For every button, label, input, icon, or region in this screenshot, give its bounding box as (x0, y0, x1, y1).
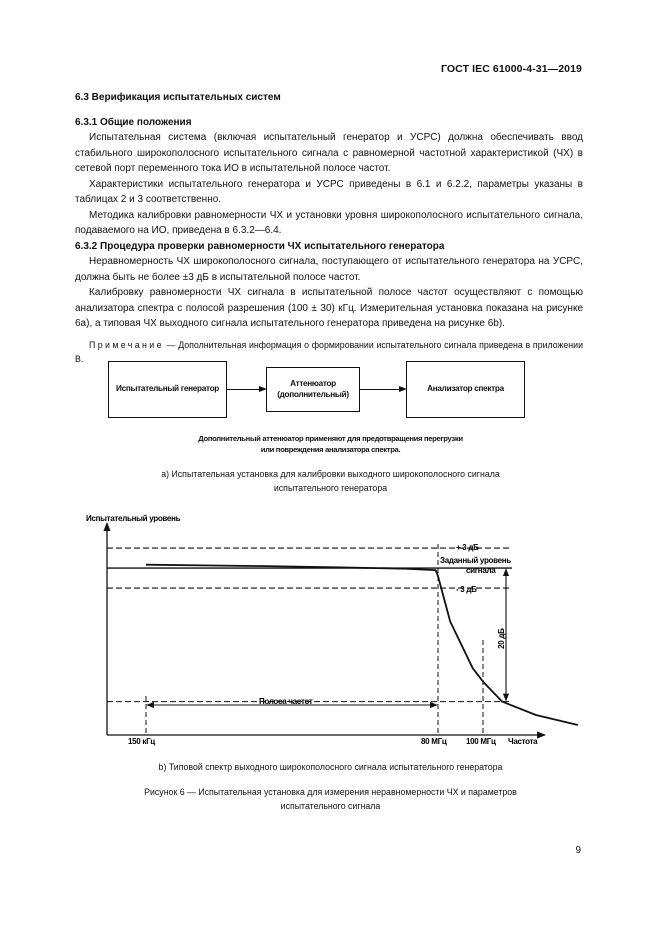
tick-label-1: 80 МГц (421, 737, 447, 746)
tick-label-0: 150 кГц (128, 737, 155, 746)
spectrum-analyzer-label: Анализатор спектра (427, 384, 504, 394)
diagram-note (0, 434, 661, 455)
test-generator-box (108, 361, 227, 418)
figure-6b-caption-text: b) Типовой спектр выходного широкополосного сигнала испытательного генератора (158, 762, 503, 772)
paragraph-6-3-2-1: Неравномерность ЧХ широкополосного сигнала, поступающего от испытательного генератора на УСРС, должна быть не более ±3 дБ в испытательной полосе частот. (75, 256, 583, 283)
section-title: 6.3 Верификация испытательных систем (75, 92, 281, 103)
attenuator-box (266, 367, 360, 412)
arrow-head-2 (399, 386, 407, 392)
figure-6a-caption-line1: а) Испытательная установка для калибровки выходного широкополосного сигнала (161, 469, 500, 479)
note-text: — Дополнительная информация о формировании испытательного сигнала приведена в приложении В. (75, 339, 583, 364)
label-set-level-line2: сигнала (466, 566, 496, 576)
band-label: Полоса частот (259, 697, 313, 706)
paragraph-6-3-1-1: Испытательная система (включая испытательный генератор и УСРС) должна обеспечивать ввод стабильного широкополосного испытательного сигнала с равномерной частотной характеристикой (ЧХ) в сетевой порт переменного тока ИО в испытательной полосе частот. (75, 132, 583, 174)
spectrum-analyzer-box (406, 361, 525, 418)
arrow-attenuator-to-analyzer (360, 389, 399, 390)
page-header: ГОСТ IEC 61000-4-31—2019 (440, 63, 582, 75)
arrow-generator-to-attenuator (227, 389, 259, 390)
arrow-head-1 (259, 386, 267, 392)
y-axis-label: Испытательный уровень (86, 514, 181, 523)
page-number: 9 (575, 845, 581, 856)
attenuator-label: Аттенюатор (дополнительный) (277, 379, 349, 399)
test-generator-label: Испытательный генератор (115, 384, 219, 394)
diagram-note-line1: Дополнительный аттенюатор применяют для предотвращения перегрузки (198, 434, 463, 443)
diagram-note-line2: или повреждения анализатора спектра. (260, 444, 401, 454)
figure-6-caption (0, 786, 661, 813)
paragraph-6-3-1-2: Характеристики испытательного генератора и УСРС приведены в 6.1 и 6.2.2, параметры указаны в таблицах 2 и 3 соответственно. (75, 178, 583, 205)
label-set-level-line1: Заданный уровень (440, 556, 511, 566)
label-minus-3-db: - 3 дБ (456, 585, 477, 595)
x-axis-label: Частота (508, 737, 538, 746)
series-line-0 (146, 565, 578, 725)
tick-label-2: 100 МГц (466, 737, 496, 746)
figure-6-caption-line2: испытательного сигнала (280, 800, 381, 811)
paragraph-6-3-2-2: Калибровку равномерности ЧХ сигнала в испытательной полосе частот осуществляют с помощью анализатора спектра с полосой разрешения (100 ± 30) кГц. Измерительная установка показана на рисунке 6а), а типовая ЧХ выходного сигнала испытательного генератора приведена на рисунке 6b). (75, 287, 583, 329)
paragraph-6-3-1-3: Методика калибровки равномерности ЧХ и установки уровня широкополосного испытательного сигнала, подаваемого на ИО, приведена в 6.3.2—6.4. (75, 209, 583, 236)
chart-content (107, 543, 578, 746)
subsection-title-6-3-2: 6.3.2 Процедура проверки равномерности ЧХ испытательного генератора (75, 240, 445, 252)
figure-6b-caption (0, 761, 661, 775)
span-label: 20 дБ (497, 628, 506, 649)
figure-6a-caption (0, 468, 661, 495)
figure-6a-caption-line2: испытательного генератора (273, 482, 388, 493)
subsection-title-6-3-1: 6.3.1 Общие положения (75, 116, 192, 128)
spectrum-chart (0, 506, 661, 756)
section-text (75, 90, 583, 366)
note-label: Примечание (89, 339, 164, 350)
figure-6-caption-line1: Рисунок 6 — Испытательная установка для измерения неравномерности ЧХ и параметров (144, 787, 517, 797)
label-plus-3-db: + 3 дБ (456, 543, 479, 553)
